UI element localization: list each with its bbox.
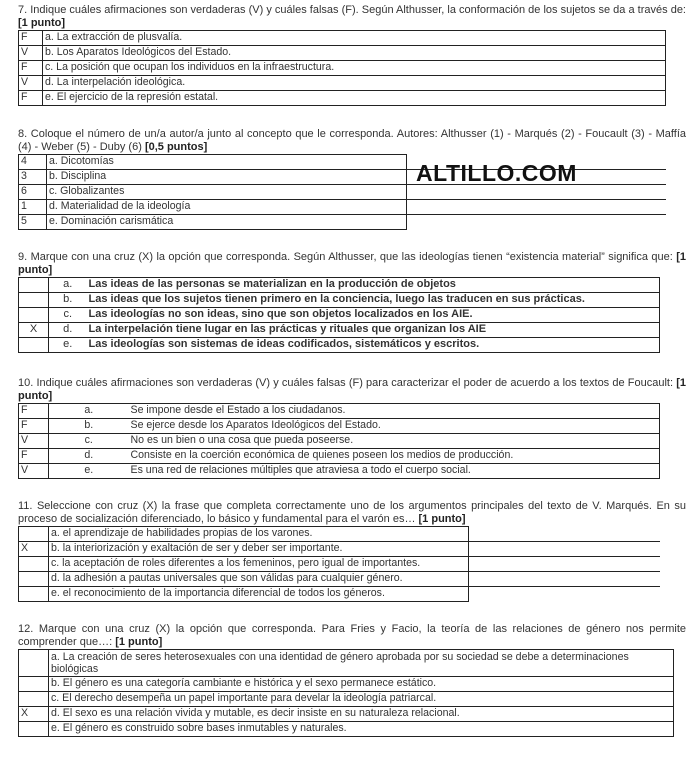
table-row [19,419,660,434]
option-text: e. el reconocimiento de la importancia diferencial de todos los géneros. [49,587,469,602]
table-row [19,692,674,707]
table-row [19,61,666,76]
answer-cell[interactable] [19,338,49,353]
option-letter: d. [49,323,87,338]
answer-cell[interactable] [19,692,49,707]
table-row [19,464,660,479]
table-row [19,293,660,308]
answer-cell[interactable]: F [19,449,49,464]
statement-cell: d. La interpelación ideológica. [43,76,666,91]
answer-cell[interactable]: F [19,419,49,434]
option-text: b. la interiorización y exaltación de ser y deber ser importante. [49,542,469,557]
table-row [19,722,674,737]
table-row [19,46,666,61]
question-7-text: 7. Indique cuáles afirmaciones son verdaderas (V) y cuáles falsas (F). Según Althusser, la conformación de los sujetos se da a través de: [1 punto] [18,4,686,29]
answer-cell[interactable] [19,677,49,692]
option-letter: b. [49,293,87,308]
table-row [19,278,660,293]
answer-cell[interactable] [19,650,49,677]
concept-cell: b. Disciplina [47,170,407,185]
option-text: Las ideas que los sujetos tienen primero en la conciencia, luego las traducen en sus prácticas. [87,293,660,308]
table-row [19,677,674,692]
table-row [19,707,674,722]
question-7-table [18,30,666,106]
question-8 [18,128,686,230]
option-letter: e. [49,338,87,353]
table-row [19,200,667,215]
answer-cell[interactable]: F [19,404,49,419]
table-row [19,650,674,677]
question-11-text: 11. Seleccione con cruz (X) la frase que completa correctamente uno de los argumentos principales del texto de V. Marqués. En su proceso de socialización diferenciado, lo básico y fundamental para el varón es… [1 punto] [18,500,686,525]
table-row [19,449,660,464]
question-12 [18,623,686,737]
answer-cell[interactable]: 1 [19,200,47,215]
answer-cell[interactable]: V [19,434,49,449]
answer-cell[interactable] [19,278,49,293]
answer-cell[interactable] [19,557,49,572]
option-letter: c. [49,308,87,323]
option-text: c. la aceptación de roles diferentes a los femeninos, pero igual de importantes. [49,557,469,572]
option-text: d. El sexo es una relación vivida y mutable, es decir insiste en su naturaleza relacional. [49,707,674,722]
statement-cell: b. Los Aparatos Ideológicos del Estado. [43,46,666,61]
option-text: e. El género es construido sobre bases inmutables y naturales. [49,722,674,737]
question-9 [18,251,686,353]
question-12-table [18,649,674,737]
question-10-text: 10. Indique cuáles afirmaciones son verdaderas (V) y cuáles falsas (F) para caracterizar el poder de acuerdo a los textos de Foucault: [1 punto] [18,377,686,402]
option-text: La interpelación tiene lugar en las prácticas y rituales que organizan los AIE [87,323,660,338]
option-text: d. la adhesión a pautas universales que son válidas para cualquier género. [49,572,469,587]
table-row [19,572,661,587]
answer-cell[interactable]: V [19,46,43,61]
watermark-logo: ALTILLO.COM [416,160,577,186]
option-letter: d. [49,449,129,464]
option-text: c. El derecho desempeña un papel importante para develar la ideología patriarcal. [49,692,674,707]
table-row [19,542,661,557]
table-row [19,91,666,106]
question-9-text: 9. Marque con una cruz (X) la opción que corresponda. Según Althusser, que las ideologías tienen “existencia material” significa que: [1 punto] [18,251,686,276]
option-text: a. La creación de seres heterosexuales con una identidad de género aprobada por su sociedad se debe a determinaciones biológicas [49,650,674,677]
answer-cell[interactable]: 4 [19,155,47,170]
question-11-table [18,526,660,602]
answer-cell[interactable]: 5 [19,215,47,230]
answer-cell[interactable]: V [19,464,49,479]
option-letter: c. [49,434,129,449]
option-text: a. el aprendizaje de habilidades propias de los varones. [49,527,469,542]
question-7 [18,4,686,106]
question-9-table [18,277,660,353]
option-letter: a. [49,404,129,419]
option-text: Las ideologías no son ideas, sino que son objetos localizados en los AIE. [87,308,660,323]
option-letter: a. [49,278,87,293]
option-text: Es una red de relaciones múltiples que atraviesa a todo el cuerpo social. [129,464,660,479]
concept-cell: d. Materialidad de la ideología [47,200,407,215]
table-row [19,527,661,542]
question-10 [18,377,686,479]
option-text: Consiste en la coerción económica de quienes poseen los medios de producción. [129,449,660,464]
table-row [19,31,666,46]
table-row [19,308,660,323]
statement-cell: c. La posición que ocupan los individuos en la infraestructura. [43,61,666,76]
answer-cell[interactable]: 6 [19,185,47,200]
concept-cell: c. Globalizantes [47,185,407,200]
table-row [19,587,661,602]
option-letter: b. [49,419,129,434]
question-11 [18,500,686,602]
answer-cell[interactable] [19,308,49,323]
answer-cell[interactable]: F [19,91,43,106]
answer-cell[interactable]: X [19,323,49,338]
answer-cell[interactable] [19,572,49,587]
question-8-text: 8. Coloque el número de un/a autor/a junto al concepto que le corresponda. Autores: Althusser (1) - Marqués (2) - Foucault (3) - Maffía (4) - Weber (5) - Duby (6) [0,5 puntos] [18,128,686,153]
table-row [19,215,667,230]
option-text: Las ideologías son sistemas de ideas codificados, sistemáticos y escritos. [87,338,660,353]
question-12-text: 12. Marque con una cruz (X) la opción que corresponda. Para Fries y Facio, la teoría de las relaciones de género nos permite comprender que…: [1 punto] [18,623,686,648]
statement-cell: a. La extracción de plusvalía. [43,31,666,46]
option-text: Las ideas de las personas se materializan en la producción de objetos [87,278,660,293]
option-text: Se ejerce desde los Aparatos Ideológicos del Estado. [129,419,660,434]
question-10-table [18,403,660,479]
option-text: No es un bien o una cosa que pueda poseerse. [129,434,660,449]
statement-cell: e. El ejercicio de la represión estatal. [43,91,666,106]
answer-cell[interactable]: 3 [19,170,47,185]
table-row [19,434,660,449]
answer-cell[interactable]: X [19,542,49,557]
answer-cell[interactable]: F [19,31,43,46]
concept-cell: e. Dominación carismática [47,215,407,230]
table-row [19,557,661,572]
answer-cell[interactable]: F [19,61,43,76]
concept-cell: a. Dicotomías [47,155,407,170]
answer-cell[interactable] [19,527,49,542]
answer-cell[interactable] [19,722,49,737]
table-row [19,323,660,338]
answer-cell[interactable]: V [19,76,43,91]
answer-cell[interactable]: X [19,707,49,722]
table-row [19,404,660,419]
answer-cell[interactable] [19,293,49,308]
answer-cell[interactable] [19,587,49,602]
option-text: b. El género es una categoría cambiante e histórica y el sexo permanece estático. [49,677,674,692]
table-row [19,338,660,353]
option-text: Se impone desde el Estado a los ciudadanos. [129,404,660,419]
table-row [19,76,666,91]
option-letter: e. [49,464,129,479]
